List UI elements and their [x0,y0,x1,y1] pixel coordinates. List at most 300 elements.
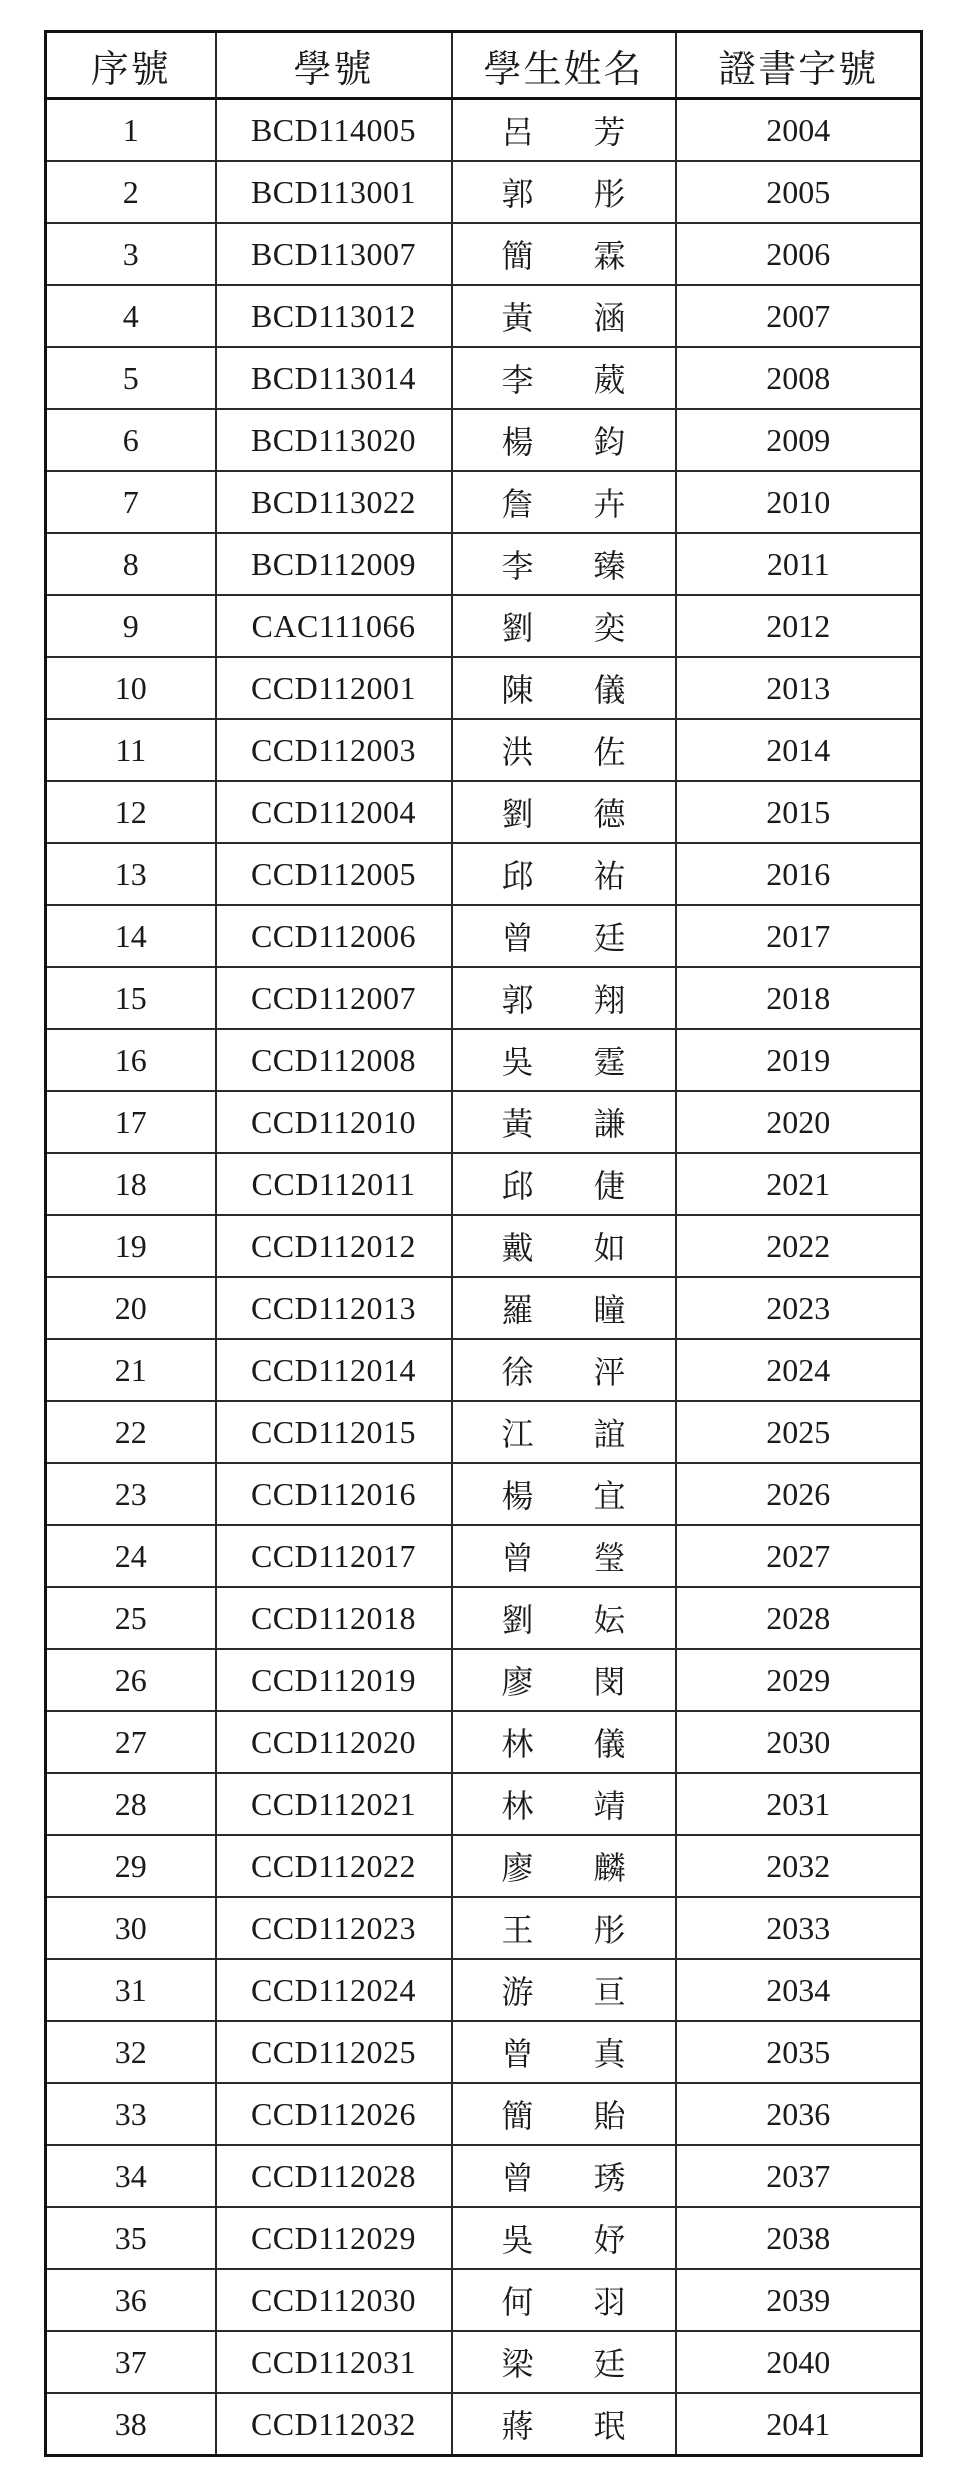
cell-cert-no: 2014 [676,719,922,781]
cell-student-name [452,1339,676,1401]
cell-student-name [452,1773,676,1835]
cell-student-name [452,781,676,843]
cell-student-name [452,2331,676,2393]
table-row [46,2269,922,2331]
cell-student-id: CCD112005 [216,843,452,905]
cell-seq: 1 [46,99,216,162]
privacy-mask [562,844,590,904]
cell-student-name [452,843,676,905]
table-row [46,1463,922,1525]
privacy-mask [562,968,590,1028]
cell-cert-no: 2034 [676,1959,922,2021]
name-first-char: 詹 [501,485,534,523]
privacy-mask [562,100,590,160]
name-first-char: 曾 [501,2159,534,2197]
cell-seq: 36 [46,2269,216,2331]
cell-cert-no: 2012 [676,595,922,657]
name-first-char: 黃 [501,299,534,337]
table-row [46,1959,922,2021]
cell-student-id: CCD112031 [216,2331,452,2393]
cell-student-id: CCD112010 [216,1091,452,1153]
cell-student-name [452,1711,676,1773]
name-first-char: 吳 [501,2221,534,2259]
cell-seq: 13 [46,843,216,905]
cell-student-id: BCD113020 [216,409,452,471]
cell-student-id: CCD112001 [216,657,452,719]
privacy-mask [562,1526,590,1586]
cell-cert-no: 2035 [676,2021,922,2083]
cell-cert-no: 2019 [676,1029,922,1091]
name-last-char: 儀 [593,671,626,709]
name-first-char: 郭 [501,981,534,1019]
cell-cert-no: 2004 [676,99,922,162]
privacy-mask [562,2332,590,2392]
cell-student-name [452,1835,676,1897]
cell-student-id: CCD112004 [216,781,452,843]
cell-student-name [452,719,676,781]
table-row [46,1401,922,1463]
cell-student-name [452,2145,676,2207]
table-row [46,2331,922,2393]
table-row [46,2207,922,2269]
name-first-char: 劉 [501,1601,534,1639]
privacy-mask [562,2022,590,2082]
name-last-char: 涵 [593,299,626,337]
cell-seq: 17 [46,1091,216,1153]
table-row [46,347,922,409]
table-body [46,99,922,2456]
cell-cert-no: 2037 [676,2145,922,2207]
cell-student-name [452,2207,676,2269]
cell-seq: 31 [46,1959,216,2021]
privacy-mask [562,596,590,656]
cell-seq: 26 [46,1649,216,1711]
cell-seq: 6 [46,409,216,471]
table-row [46,1649,922,1711]
cell-cert-no: 2041 [676,2393,922,2456]
cell-cert-no: 2006 [676,223,922,285]
privacy-mask [562,1774,590,1834]
name-last-char: 珉 [593,2407,626,2445]
table-row [46,1897,922,1959]
cell-cert-no: 2024 [676,1339,922,1401]
table-row [46,967,922,1029]
cell-cert-no: 2011 [676,533,922,595]
table-row [46,1215,922,1277]
name-first-char: 曾 [501,1539,534,1577]
table-row [46,1091,922,1153]
header-student-name: 學生姓名 [452,32,676,99]
table-row [46,843,922,905]
header-student-id: 學號 [216,32,452,99]
privacy-mask [562,1588,590,1648]
table-row [46,905,922,967]
privacy-mask [562,2146,590,2206]
cell-seq: 10 [46,657,216,719]
cell-student-name [452,1029,676,1091]
cell-cert-no: 2032 [676,1835,922,1897]
cell-student-id: BCD113022 [216,471,452,533]
table-row [46,223,922,285]
name-first-char: 羅 [501,1291,534,1329]
cell-student-id: CCD112029 [216,2207,452,2269]
cell-seq: 35 [46,2207,216,2269]
cell-student-id: CCD112016 [216,1463,452,1525]
name-first-char: 江 [501,1415,534,1453]
cell-student-id: CCD112022 [216,1835,452,1897]
privacy-mask [562,1650,590,1710]
privacy-mask [562,1278,590,1338]
table-row [46,1029,922,1091]
cell-seq: 9 [46,595,216,657]
cell-cert-no: 2030 [676,1711,922,1773]
cell-seq: 3 [46,223,216,285]
name-last-char: 琇 [593,2159,626,2197]
table-row [46,1277,922,1339]
name-first-char: 李 [501,361,534,399]
cell-student-name [452,1091,676,1153]
privacy-mask [562,2270,590,2330]
table-row [46,657,922,719]
cell-cert-no: 2021 [676,1153,922,1215]
cell-seq: 22 [46,1401,216,1463]
cell-student-id: CCD112024 [216,1959,452,2021]
name-first-char: 李 [501,547,534,585]
name-last-char: 祐 [593,857,626,895]
name-last-char: 瑩 [593,1539,626,1577]
name-last-char: 廷 [593,2345,626,2383]
name-last-char: 德 [593,795,626,833]
privacy-mask [562,2208,590,2268]
table-row [46,2021,922,2083]
cell-student-id: CCD112019 [216,1649,452,1711]
table-row [46,1525,922,1587]
cell-student-name [452,347,676,409]
name-first-char: 簡 [501,237,534,275]
cell-cert-no: 2031 [676,1773,922,1835]
name-first-char: 蔣 [501,2407,534,2445]
privacy-mask [562,1960,590,2020]
privacy-mask [562,1836,590,1896]
name-last-char: 謙 [593,1105,626,1143]
header-cert-no: 證書字號 [676,32,922,99]
cell-student-name [452,409,676,471]
cell-student-id: CCD112021 [216,1773,452,1835]
name-first-char: 徐 [501,1353,534,1391]
cell-seq: 27 [46,1711,216,1773]
privacy-mask [562,1712,590,1772]
cell-cert-no: 2025 [676,1401,922,1463]
name-last-char: 閔 [593,1663,626,1701]
privacy-mask [562,2084,590,2144]
cell-cert-no: 2027 [676,1525,922,1587]
cell-cert-no: 2013 [676,657,922,719]
privacy-mask [562,720,590,780]
name-last-char: 卉 [593,485,626,523]
name-last-char: 妘 [593,1601,626,1639]
cell-seq: 28 [46,1773,216,1835]
cell-seq: 4 [46,285,216,347]
table-row [46,1835,922,1897]
cell-student-id: BCD113001 [216,161,452,223]
name-last-char: 瞳 [593,1291,626,1329]
header-seq: 序號 [46,32,216,99]
cell-cert-no: 2038 [676,2207,922,2269]
cell-cert-no: 2040 [676,2331,922,2393]
cell-seq: 15 [46,967,216,1029]
name-last-char: 霖 [593,237,626,275]
cell-seq: 2 [46,161,216,223]
name-first-char: 劉 [501,609,534,647]
privacy-mask [562,1092,590,1152]
certificate-roster [44,30,920,2457]
privacy-mask [562,1464,590,1524]
name-last-char: 廷 [593,919,626,957]
cell-cert-no: 2026 [676,1463,922,1525]
cell-cert-no: 2023 [676,1277,922,1339]
roster-table [44,30,923,2457]
cell-seq: 33 [46,2083,216,2145]
cell-seq: 16 [46,1029,216,1091]
cell-student-name [452,1153,676,1215]
name-last-char: 麟 [593,1849,626,1887]
name-first-char: 邱 [501,1167,534,1205]
privacy-mask [562,286,590,346]
privacy-mask [562,472,590,532]
privacy-mask [562,2394,590,2454]
name-last-char: 葳 [593,361,626,399]
cell-cert-no: 2008 [676,347,922,409]
privacy-mask [562,1340,590,1400]
name-first-char: 梁 [501,2345,534,2383]
privacy-mask [562,658,590,718]
name-first-char: 劉 [501,795,534,833]
privacy-mask [562,782,590,842]
table-row [46,285,922,347]
name-last-char: 儀 [593,1725,626,1763]
cell-student-name [452,223,676,285]
cell-student-name [452,533,676,595]
name-last-char: 翔 [593,981,626,1019]
name-last-char: 芳 [593,113,626,151]
cell-student-name [452,1959,676,2021]
cell-student-name [452,1525,676,1587]
table-row [46,1773,922,1835]
table-row [46,2145,922,2207]
name-last-char: 羽 [593,2283,626,2321]
cell-student-id: CCD112020 [216,1711,452,1773]
cell-cert-no: 2009 [676,409,922,471]
cell-student-name [452,285,676,347]
name-first-char: 郭 [501,175,534,213]
cell-student-id: CCD112013 [216,1277,452,1339]
cell-cert-no: 2029 [676,1649,922,1711]
cell-student-id: BCD113014 [216,347,452,409]
table-row [46,719,922,781]
cell-student-name [452,2083,676,2145]
cell-student-id: CCD112028 [216,2145,452,2207]
cell-student-id: CCD112006 [216,905,452,967]
cell-seq: 5 [46,347,216,409]
cell-student-id: BCD113012 [216,285,452,347]
name-first-char: 黃 [501,1105,534,1143]
name-first-char: 曾 [501,919,534,957]
table-row [46,781,922,843]
cell-cert-no: 2005 [676,161,922,223]
cell-seq: 25 [46,1587,216,1649]
name-last-char: 霆 [593,1043,626,1081]
cell-cert-no: 2022 [676,1215,922,1277]
name-last-char: 佐 [593,733,626,771]
cell-cert-no: 2016 [676,843,922,905]
name-first-char: 游 [501,1973,534,2011]
table-row [46,161,922,223]
name-last-char: 亘 [593,1973,626,2011]
privacy-mask [562,410,590,470]
name-first-char: 廖 [501,1849,534,1887]
name-last-char: 真 [593,2035,626,2073]
cell-seq: 29 [46,1835,216,1897]
cell-student-id: BCD112009 [216,533,452,595]
privacy-mask [562,906,590,966]
cell-seq: 24 [46,1525,216,1587]
privacy-mask [562,1154,590,1214]
name-first-char: 呂 [501,113,534,151]
privacy-mask [562,348,590,408]
cell-student-name [452,1587,676,1649]
privacy-mask [562,1402,590,1462]
cell-cert-no: 2039 [676,2269,922,2331]
name-last-char: 誼 [593,1415,626,1453]
table-header [46,32,922,99]
name-last-char: 宜 [593,1477,626,1515]
name-last-char: 倢 [593,1167,626,1205]
name-last-char: 臻 [593,547,626,585]
name-last-char: 鈞 [593,423,626,461]
cell-student-name [452,1277,676,1339]
name-last-char: 泙 [593,1353,626,1391]
cell-student-id: BCD113007 [216,223,452,285]
cell-cert-no: 2036 [676,2083,922,2145]
table-row [46,2083,922,2145]
cell-cert-no: 2017 [676,905,922,967]
table-row [46,99,922,162]
name-last-char: 靖 [593,1787,626,1825]
cell-student-id: CCD112003 [216,719,452,781]
name-last-char: 貽 [593,2097,626,2135]
cell-cert-no: 2018 [676,967,922,1029]
cell-student-id: CCD112032 [216,2393,452,2456]
cell-student-name [452,967,676,1029]
cell-student-name [452,161,676,223]
cell-seq: 19 [46,1215,216,1277]
name-last-char: 奕 [593,609,626,647]
cell-seq: 20 [46,1277,216,1339]
name-first-char: 洪 [501,733,534,771]
cell-student-name [452,99,676,162]
cell-seq: 23 [46,1463,216,1525]
name-first-char: 吳 [501,1043,534,1081]
cell-student-name [452,1401,676,1463]
privacy-mask [562,224,590,284]
name-first-char: 戴 [501,1229,534,1267]
cell-student-name [452,595,676,657]
cell-cert-no: 2033 [676,1897,922,1959]
cell-student-name [452,1463,676,1525]
name-first-char: 邱 [501,857,534,895]
name-first-char: 王 [501,1911,534,1949]
name-last-char: 如 [593,1229,626,1267]
name-first-char: 何 [501,2283,534,2321]
cell-seq: 37 [46,2331,216,2393]
name-last-char: 彤 [593,1911,626,1949]
cell-student-name [452,2269,676,2331]
table-row [46,1153,922,1215]
cell-seq: 7 [46,471,216,533]
cell-student-id: CCD112007 [216,967,452,1029]
cell-student-name [452,1897,676,1959]
cell-seq: 30 [46,1897,216,1959]
name-first-char: 林 [501,1787,534,1825]
cell-student-id: CCD112015 [216,1401,452,1463]
cell-student-id: BCD114005 [216,99,452,162]
table-row [46,595,922,657]
cell-student-name [452,2021,676,2083]
cell-student-id: CCD112023 [216,1897,452,1959]
name-first-char: 楊 [501,1477,534,1515]
cell-student-id: CCD112025 [216,2021,452,2083]
table-row [46,1587,922,1649]
cell-student-name [452,2393,676,2456]
cell-student-name [452,1215,676,1277]
cell-cert-no: 2020 [676,1091,922,1153]
cell-student-id: CAC111066 [216,595,452,657]
privacy-mask [562,1030,590,1090]
cell-seq: 32 [46,2021,216,2083]
cell-student-id: CCD112012 [216,1215,452,1277]
cell-seq: 14 [46,905,216,967]
cell-seq: 18 [46,1153,216,1215]
cell-seq: 12 [46,781,216,843]
name-first-char: 陳 [501,671,534,709]
privacy-mask [562,1216,590,1276]
cell-student-id: CCD112026 [216,2083,452,2145]
cell-seq: 8 [46,533,216,595]
privacy-mask [562,1898,590,1958]
cell-student-name [452,657,676,719]
table-row [46,471,922,533]
cell-student-name [452,905,676,967]
cell-cert-no: 2028 [676,1587,922,1649]
name-first-char: 廖 [501,1663,534,1701]
table-row [46,533,922,595]
cell-student-id: CCD112011 [216,1153,452,1215]
cell-cert-no: 2015 [676,781,922,843]
privacy-mask [562,534,590,594]
name-first-char: 曾 [501,2035,534,2073]
cell-student-name [452,1649,676,1711]
cell-cert-no: 2007 [676,285,922,347]
name-last-char: 妤 [593,2221,626,2259]
name-first-char: 林 [501,1725,534,1763]
cell-student-id: CCD112008 [216,1029,452,1091]
cell-seq: 38 [46,2393,216,2456]
cell-seq: 11 [46,719,216,781]
table-row [46,1339,922,1401]
cell-seq: 21 [46,1339,216,1401]
cell-student-id: CCD112030 [216,2269,452,2331]
name-first-char: 簡 [501,2097,534,2135]
